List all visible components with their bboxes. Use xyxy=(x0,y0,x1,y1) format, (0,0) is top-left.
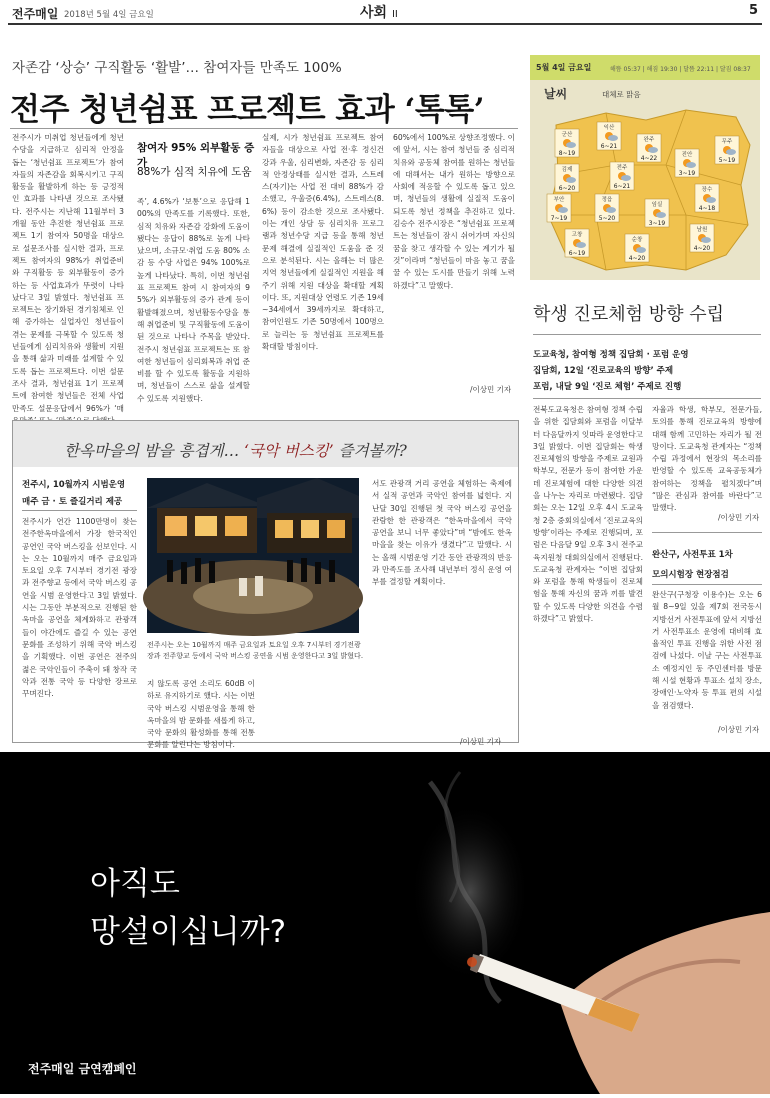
city-temperature: 8~19 xyxy=(558,150,576,157)
publication-date: 2018년 5월 4일 금요일 xyxy=(64,10,154,20)
city-name: 익산 xyxy=(603,125,615,131)
ad-campaign-label: 전주매일 금연캠페인 xyxy=(28,1062,137,1076)
story3-body: 완산구(구청장 이용수)는 오는 6월 8~9일 있을 제7회 전국동시지방선거 사전투표에 앞서 지방선거 사전투표소 운영에 대비해 효율적인 투표 진행을 위한 사전 점검에 나섰다. 이날 구는 사전투표소 예정지인 동 주민센터를 방문해 시설 현황과 투표소 설치 장소, 장애인·노약자 등 투표 편의 시설을 점검했다. xyxy=(652,590,762,710)
cloud-icon xyxy=(558,207,568,213)
story2-rule-2 xyxy=(533,398,761,399)
city-temperature: 4~18 xyxy=(698,205,716,212)
section-name: 사회 xyxy=(360,5,388,21)
gugak-subhead-2: 매주 금 · 토 즐길거리 제공 xyxy=(22,497,123,507)
main-story-headline: 전주 청년쉼표 프로젝트 효과 ‘톡톡’ xyxy=(10,92,484,128)
cloud-icon xyxy=(566,177,576,183)
cloud-icon xyxy=(726,149,736,155)
cloud-icon xyxy=(608,135,618,141)
weather-date: 5월 4일 금요일 xyxy=(536,63,592,72)
night-performance-illustration xyxy=(147,478,359,633)
city-name: 군산 xyxy=(561,132,573,138)
main-story-column-2: 족’, 4.6%가 ‘보통’으로 응답해 100%의 만족도를 기록했다. 또한, 심적 치유와 자존감 강화에 도움이 됐다는 응답이 88%로 높게 나타났으며, 소규모·취업 도움 80% 소감 등 수당 사업은 94% 100%로 높게 나타났다. 특히, 이번 청년쉼표 프로젝트 참여 시 참여자의 95%가 외부활동의 증가 관계 등이 활발해졌으며, 청년활동수당을 통해 취업준비 및 구직활동에 도움이 된 것으로 나타나 주목을 받았다. 전주시 청년쉼표 프로젝트는 또 참여한 청년들이 심리회복과 취업 준비를 할 수 있도록 활동을 지원하며, 청년들이 스스로 삶을 설계할 수 있도록 지원했다. xyxy=(137,197,250,403)
gugak-column-3a: 지 않도록 공연 소리도 60dB 이하로 유지하기로 했다. 시는 이번 국악 버스킹 시범운영을 통해 한옥마을의 밤 문화를 새롭게 하고, 국악 문화의 활성화를 통해 전통문화를 알린다는 방침이다. xyxy=(147,679,255,750)
headline-rule xyxy=(10,128,518,129)
gugak-headline-post: 즐겨볼까? xyxy=(333,442,407,460)
city-temperature: 6~21 xyxy=(600,143,618,150)
weather-condition: 대체로 맑음 xyxy=(602,90,641,99)
main-story-inline-heading-2: 88%가 심적 치유에 도움 xyxy=(137,166,252,178)
city-weather-9 xyxy=(547,194,571,222)
gugak-subhead-rule xyxy=(22,510,137,511)
main-story-subhead: 자존감 ‘상승’ 구직활동 ‘활발’… 참여자들 만족도 100% xyxy=(12,60,342,76)
gugak-story-headline xyxy=(64,439,407,461)
jeonbuk-weather-map xyxy=(536,105,756,275)
city-temperature: 7~19 xyxy=(550,215,568,222)
weather-box xyxy=(530,55,760,280)
city-temperature: 5~19 xyxy=(718,157,736,164)
header-rule xyxy=(8,23,762,25)
city-name: 정읍 xyxy=(601,197,613,203)
city-name: 임실 xyxy=(651,202,663,208)
main-story-column-1: 전주시가 미취업 청년들에게 청년수당을 지급하고 심리적 안정을 돕는 ‘청년쉼표 프로젝트’가 참여자들의 자존감을 회복시키고 구직활동을 활발하게 하는 등 긍정적인 효과를 나타낸 것으로 조사됐다. 전주시는 지난해 11월부터 3개월 동안 추진한 청년쉼표 프로젝트 1기 참여자 50명을 대상으로 설문조사를 실시한 결과, 프로젝트 참여자의 98%가 취업준비와 구직활동 등 외부활동이 증가하는 등 사업효과가 뚜렷이 나타났다고 3일 밝혔다. 청년쉼표 프로젝트는 장기화된 경기침체로 인해 증가하는 실업자인 청년들이 겪는 문제를 극복할 수 있도록 청년들에게 심리치유와 생활비 지원을 통해 삶과 미래를 설계할 수 있도록 돕는 프로젝트다. 이번 설문조사 결과, 청년쉼표 1기 프로젝트에 참여한 청년들은 전체 사업만족도 설문응답에서 96%가 ‘매 xyxy=(12,133,124,413)
cloud-icon xyxy=(701,237,711,243)
story2-column-2: 자율과 학생, 학부모, 전문가들, 토의를 통해 진로교육의 방향에 대해 함께 고민하는 자리가 될 전망이다. 도교육청 관계자는 “정책 수립 과정에서 현장의 목소리를 반영할 수 있도록 교육공동체가 참여하는 정책을 펼치겠다”며 “많은 관심과 참여를 바란다”고 말했다. xyxy=(652,405,762,513)
cloud-icon xyxy=(576,242,586,248)
gugak-headline-pre: 한옥마을의 밤을 흥겹게… xyxy=(64,442,245,460)
city-name: 진안 xyxy=(681,152,693,158)
main-story-column-4: 60%에서 100%로 상향조정했다. 이에 앞서, 시는 참여 청년들 중 심리적 치유와 공동체 참여를 원하는 청년들에 대해서는 내가 원하는 방향으로 사회에 적응할 수 있도록 돕고 있으며, 청년들의 생활에 실질적 도움이 되도록 청년 정책을 추진하고 있다. 김승수 전주시장은 “청년쉼표 프로젝트는 청년들이 잠시 쉬어가며 자신의 꿈을 찾고 생각할 수 있는 계기가 될 것”이라며 “청년들이 마음 놓고 꿈을 꿀 수 있는 도시를 만들기 위해 노력하겠다”고 말했다. xyxy=(393,133,515,290)
story2-byline: /이상민 기자 xyxy=(718,513,760,522)
city-name: 무주 xyxy=(721,139,733,145)
story3-subhead-1: 완산구, 사전투표 1차 xyxy=(652,550,733,560)
city-temperature: 6~20 xyxy=(558,185,576,192)
cloud-icon xyxy=(566,142,576,148)
gugak-headline-highlight: ‘국악 버스킹’ xyxy=(244,442,334,460)
city-name: 고창 xyxy=(571,232,583,238)
city-temperature: 4~20 xyxy=(693,245,711,252)
story2-subhead-3: 포럼, 내달 9일 ‘진로 체험’ 주제로 진행 xyxy=(533,382,682,392)
story2-subhead-1: 도교육청, 참여형 정책 집담회 · 포럼 운영 xyxy=(533,350,689,360)
weather-today-label: 날씨 xyxy=(544,87,568,101)
city-weather-2 xyxy=(597,122,621,150)
story3-rule-2 xyxy=(652,584,762,585)
story3-byline: /이상민 기자 xyxy=(718,725,760,734)
city-weather-8 xyxy=(695,184,719,212)
city-weather-3 xyxy=(637,134,661,162)
ad-headline-line-1: 아직도 xyxy=(90,866,180,902)
main-story-byline: /이상민 기자 xyxy=(470,385,512,394)
gugak-column-2: 서도 관광객 거리 공연을 체험하는 축제에서 실적 공연과 국악인 참여를 넓힌다. 지난달 30일 진행된 첫 국악 버스킹 공연을 관람한 한 관광객은 “한옥마을에서 국악 공연을 보니 너무 좋았다”며 “밤에도 한옥마을을 찾는 이유가 생겼다”고 말했다. 시는 올해 시범운영 기간 동안 관광객의 반응과 만족도를 조사해 내년부터 정식 운영 여부를 결정할 계획이다. xyxy=(372,479,512,587)
city-weather-1 xyxy=(555,129,579,157)
main-story-column-3: 실제, 시가 청년쉼표 프로젝트 참여자들을 대상으로 사업 전·후 정신건강과 우울, 심리변화, 자존감 등 심리적 안정상태를 실시한 결과, 스트레스(자기)는 사업 전 대비 88%가 감소했고, 우울증(6.4%), 스트레스(8.6%) 등이 감소한 것으로 조사됐다. 이는 개인 상담 등 심리치유 프로그램과 청년수당 지급 등을 통해 청년 문제 해결에 실질적인 도움을 준 것으로 분석된다. 시는 올해는 더 많은 지역 청년들에게 실질적인 지원을 해주기 위해 지원 대상을 확대할 계획이다. 또, 지원대상 연령도 기존 19세~34세에서 39세까지로 확대하고, 참여인원도 기존 50명에서 100명으로 늘리는 등 청년쉼표 프로젝트를 확대할 방침이다. xyxy=(262,133,384,352)
story2-headline: 학생 진로체험 방향 수립 xyxy=(533,304,725,325)
main-story-inline-heading-1: 참여자 95% 외부활동 증가 xyxy=(137,142,255,169)
section-number: II xyxy=(391,9,398,20)
section-title xyxy=(360,2,398,22)
city-temperature: 5~20 xyxy=(598,215,616,222)
city-name: 김제 xyxy=(561,167,573,173)
city-name: 남원 xyxy=(696,227,708,233)
cloud-icon xyxy=(656,212,666,218)
city-temperature: 3~19 xyxy=(648,220,666,227)
gugak-busking-photo xyxy=(147,478,359,633)
newspaper-brand: 전주매일 xyxy=(12,7,59,21)
story2-rule xyxy=(533,334,761,335)
city-weather-13 xyxy=(565,229,589,257)
city-name: 전주 xyxy=(616,165,628,171)
gugak-photo-caption: 전주시는 오는 10월까지 매주 금요일과 토요일 오후 7시부터 경기전광장과 전주향교 등에서 국악 버스킹 공연을 시범 운영한다고 3일 밝혔다. xyxy=(147,641,364,660)
cloud-icon xyxy=(621,175,631,181)
city-name: 순창 xyxy=(631,237,643,243)
city-weather-12 xyxy=(690,224,714,252)
story3-rule xyxy=(652,532,762,533)
city-name: 완주 xyxy=(643,137,655,143)
city-name: 장수 xyxy=(701,187,713,193)
gugak-subhead-1: 전주시, 10월까지 시범운영 xyxy=(22,480,126,490)
story2-subhead-2: 집담회, 12일 ‘진로교육의 방향’ 주제 xyxy=(533,366,674,376)
city-weather-10 xyxy=(595,194,619,222)
story3-subhead-2: 모의시험장 현장점검 xyxy=(652,570,729,580)
gugak-column-1: 전주시가 연간 1100만명이 찾는 전주한옥마을에서 가장 한국적인 공연인 국악 버스킹을 선보인다. 시는 오는 10월까지 매주 금요일과 토요일 오후 7시부터 경기전 광장과 전주향교 등에서 국악 버스킹 공연을 시범 운영한다고 3일 밝혔다. 시는 그동안 부분적으로 진행된 한옥마을 공연을 체계화하고 관광객들이 야간에도 즐길 수 있는 공연 문화를 조성하기 위해 국악 버스킹을 기획했다. 이번 공연은 전주의 젊은 국악인들이 주축이 돼 창작 국악과 전통 국악 등 다양한 장르로 꾸며진다. xyxy=(22,517,137,699)
city-name: 부안 xyxy=(553,197,565,203)
ad-headline-line-2: 망설이십니까? xyxy=(90,914,287,950)
city-weather-5 xyxy=(715,136,739,164)
cloud-icon xyxy=(648,147,658,153)
city-temperature: 4~20 xyxy=(628,255,646,262)
city-temperature: 4~22 xyxy=(640,155,658,162)
city-temperature: 6~19 xyxy=(568,250,586,257)
cloud-icon xyxy=(686,162,696,168)
cloud-icon xyxy=(606,207,616,213)
page-number: 5 xyxy=(749,3,759,18)
cloud-icon xyxy=(636,247,646,253)
gugak-byline: /이상민 기자 xyxy=(460,737,502,746)
city-weather-11 xyxy=(645,199,669,227)
city-weather-7 xyxy=(610,162,634,190)
city-weather-6 xyxy=(555,164,579,192)
city-temperature: 3~19 xyxy=(678,170,696,177)
story2-column-1: 전북도교육청은 참여형 정책 수립을 위한 집담회와 포럼을 이달부터 다음달까지 잇따라 운영한다고 3일 밝혔다. 이번 집담회는 학생 진로체험의 방향을 주제로 교원과 학부모, 전문가 등이 참여한 가운데 진로체험에 대한 다양한 의견을 나누는 자리로 마련됐다. 집담회는 오는 12일 오후 4시 도교육청 2층 중회의실에서 ‘진로교육의 방향’이라는 주제로 진행되며, 포럼은 다음달 9일 오후 3시 전주교육지원청 대회의실에서 진행된다. 도교육청 관계자는 “이번 집담회와 포럼을 통해 학생들이 진로체험을 통해 자신의 꿈과 끼를 발견할 수 있도록 다양한 의견을 수렴하겠다”고 밝혔다. xyxy=(533,405,643,624)
cloud-icon xyxy=(706,197,716,203)
weather-sun-moon-times: 해뜸 05:37 | 해짐 19:30 | 달뜸 22:11 | 달짐 08:37 xyxy=(610,66,751,73)
city-weather-14 xyxy=(625,234,649,262)
city-temperature: 6~21 xyxy=(613,183,631,190)
city-weather-4 xyxy=(675,149,699,177)
